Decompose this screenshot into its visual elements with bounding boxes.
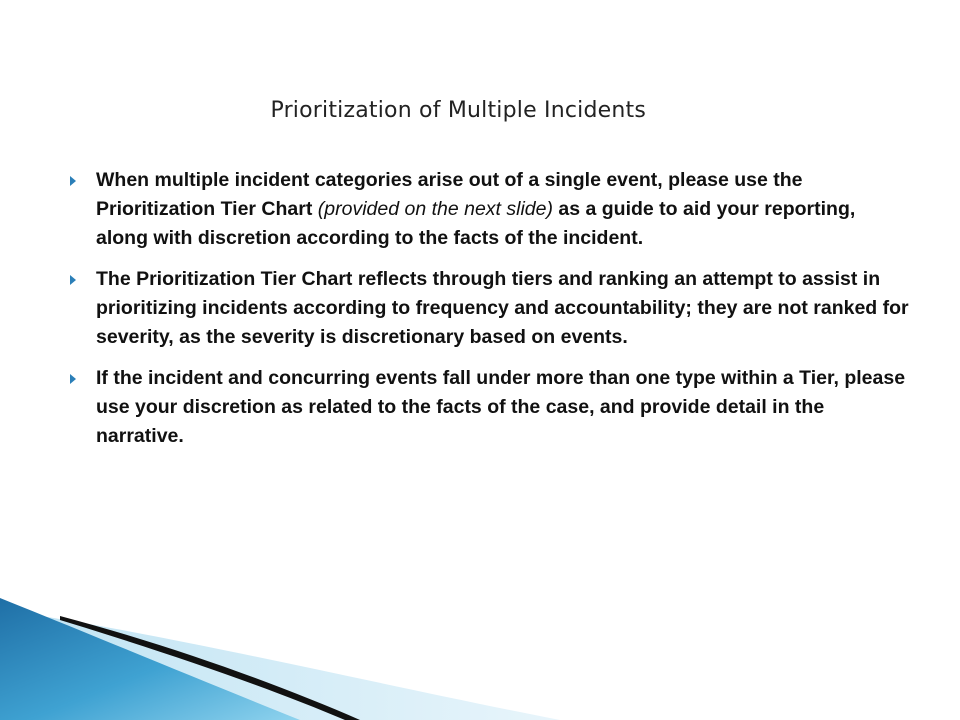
bullet-arrow-icon [70,374,76,384]
bullet-italic-note: (provided on the next slide) [317,198,553,220]
bullet-item [70,364,910,451]
bullet-list [70,166,910,463]
slide-title-container [0,98,896,123]
bullet-arrow-icon [70,176,76,186]
bullet-text-continued: as a guide to aid your reporting, along with discretion according to the facts of the incident. [96,198,856,249]
bullet-arrow-icon [70,275,76,285]
bullet-text: When multiple incident categories arise out of a single event, please use the Prioritization Tier Chart [96,169,803,220]
bullet-text: If the incident and concurring events fall under more than one type within a Tier, please use your discretion as related to the facts of the case, and provide detail in the narrative. [96,367,906,447]
slide-title: Prioritization of Multiple Incidents [270,98,646,123]
bullet-item [70,265,910,352]
decorative-wave-graphic [0,590,960,720]
bullet-text: The Prioritization Tier Chart reflects through tiers and ranking an attempt to assist in prioritizing incidents according to frequency and accountability; they are not ranked for severity, as the severity is discretionary based on events. [96,268,909,348]
bullet-item [70,166,910,253]
